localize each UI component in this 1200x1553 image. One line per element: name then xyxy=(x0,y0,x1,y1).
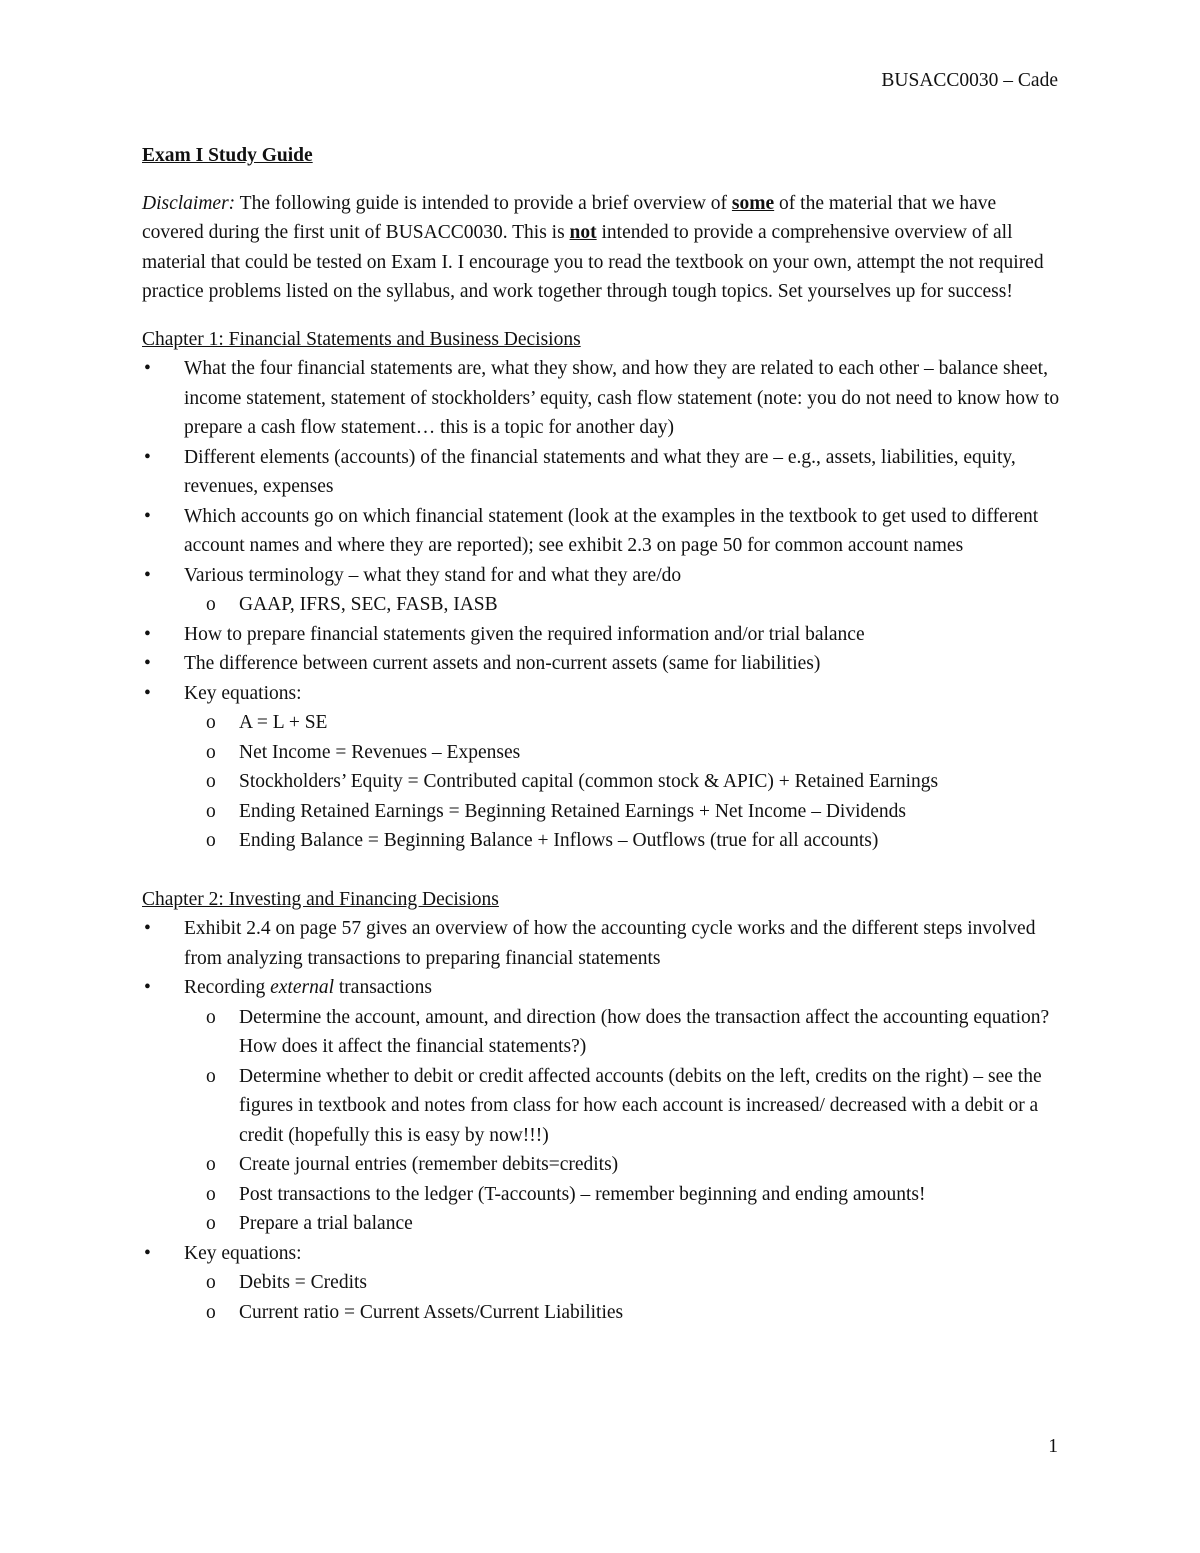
disclaimer-emphasis-some: some xyxy=(731,192,775,214)
running-header: BUSACC0030 – Cade xyxy=(881,70,1058,91)
sub-list-item: o Determine whether to debit or credit affected accounts (debits on the left, credits on the right) – see the figures in textbook and notes from class for how each account is increased/ decreased with a debit or a credit (hopefully this is easy by now!!!) xyxy=(184,1062,1060,1151)
document-title: Exam I Study Guide xyxy=(142,145,313,166)
chapter-1-section xyxy=(142,325,1060,856)
section-spacer xyxy=(142,856,1060,885)
list-item: • How to prepare financial statements given the required information and/or trial balance xyxy=(142,620,1060,650)
page-number: 1 xyxy=(1048,1436,1058,1457)
sub-list-item: o Stockholders’ Equity = Contributed capital (common stock & APIC) + Retained Earnings xyxy=(184,767,1060,797)
disclaimer-paragraph xyxy=(142,189,1060,307)
list-item: • Various terminology – what they stand for and what they are/do o GAAP, IFRS, SEC, FASB, IASB xyxy=(142,561,1060,620)
sub-list-item: o Net Income = Revenues – Expenses xyxy=(184,738,1060,768)
sub-list xyxy=(184,590,1060,620)
sub-list-item: o Ending Retained Earnings = Beginning Retained Earnings + Net Income – Dividends xyxy=(184,797,1060,827)
list-item: • Key equations: o Debits = Credits o Current ratio = Current Assets/Current Liabilities xyxy=(142,1239,1060,1328)
sub-list-item: o Prepare a trial balance xyxy=(184,1209,1060,1239)
list-item: • The difference between current assets and non-current assets (same for liabilities) xyxy=(142,649,1060,679)
sub-list xyxy=(184,708,1060,856)
sub-list-item: o Post transactions to the ledger (T-accounts) – remember beginning and ending amounts! xyxy=(184,1180,1060,1210)
sub-list-item: o Ending Balance = Beginning Balance + Inflows – Outflows (true for all accounts) xyxy=(184,826,1060,856)
chapter-1-heading: Chapter 1: Financial Statements and Business Decisions xyxy=(142,328,581,350)
disclaimer-label: Disclaimer: xyxy=(142,192,236,214)
disclaimer-text-1: The following guide is intended to provide a brief overview of xyxy=(235,192,732,214)
disclaimer-emphasis-not: not xyxy=(569,222,597,243)
chapter-2-heading: Chapter 2: Investing and Financing Decisions xyxy=(142,888,499,910)
list-item: • What the four financial statements are, what they show, and how they are related to each other – balance sheet, income statement, statement of stockholders’ equity, cash flow statement (note: you do not need to know how to prepare a cash flow statement… this is a topic for another day) xyxy=(142,354,1060,443)
sub-list-item: o Current ratio = Current Assets/Current Liabilities xyxy=(184,1298,1060,1328)
chapter-1-list xyxy=(142,354,1060,856)
sub-list xyxy=(184,1268,1060,1327)
sub-list xyxy=(184,1003,1060,1239)
list-item: • Exhibit 2.4 on page 57 gives an overview of how the accounting cycle works and the different steps involved from analyzing transactions to preparing financial statements xyxy=(142,914,1060,973)
list-item: • Different elements (accounts) of the financial statements and what they are – e.g., assets, liabilities, equity, revenues, expenses xyxy=(142,443,1060,502)
disclaimer-text-3: intended to provide a comprehensive overview of all material that could be tested on Exam I. I encourage you to read the textbook on your own, attempt the not required practice problems listed on the syllabus, and work together through tough topics. Set yourselves up for success! xyxy=(142,222,1044,302)
list-item: • Which accounts go on which financial statement (look at the examples in the textbook to get used to different account names and where they are reported); see exhibit 2.3 on page 50 for common account names xyxy=(142,502,1060,561)
disclaimer-text-2: of the material that we have covered during the first unit of BUSACC0030. This is xyxy=(142,192,997,243)
document-body xyxy=(142,141,1060,1327)
list-item: • Key equations: o A = L + SE o Net Income = Revenues – Expenses o Stockholders’ Equity = Contributed capital (common stock & APIC) + Retained Earnings o Ending Retained Earnings = Beginning Retained Earnings + Net Income – Dividends o Ending Balance = Beginning Balance + Inflows – Outflows (true for all accounts) xyxy=(142,679,1060,856)
chapter-2-section xyxy=(142,885,1060,1328)
chapter-2-list xyxy=(142,914,1060,1327)
sub-list-item: o Create journal entries (remember debits=credits) xyxy=(184,1150,1060,1180)
sub-list-item: o A = L + SE xyxy=(184,708,1060,738)
sub-list-item: o Determine the account, amount, and direction (how does the transaction affect the accounting equation? How does it affect the financial statements?) xyxy=(184,1003,1060,1062)
sub-list-item: o Debits = Credits xyxy=(184,1268,1060,1298)
list-item: • Recording external transactions o Determine the account, amount, and direction (how does the transaction affect the accounting equation? How does it affect the financial statements?) o Determine whether to debit or credit affected accounts (debits on the left, credits on the right) – see the figures in textbook and notes from class for how each account is increased/ decreased with a debit or a credit (hopefully this is easy by now!!!) o Create journal entries (remember debits=credits) o Post transactions to the ledger (T-accounts) – remember beginning and ending amounts! o Prepare a trial balance xyxy=(142,973,1060,1239)
sub-list-item: o GAAP, IFRS, SEC, FASB, IASB xyxy=(184,590,1060,620)
